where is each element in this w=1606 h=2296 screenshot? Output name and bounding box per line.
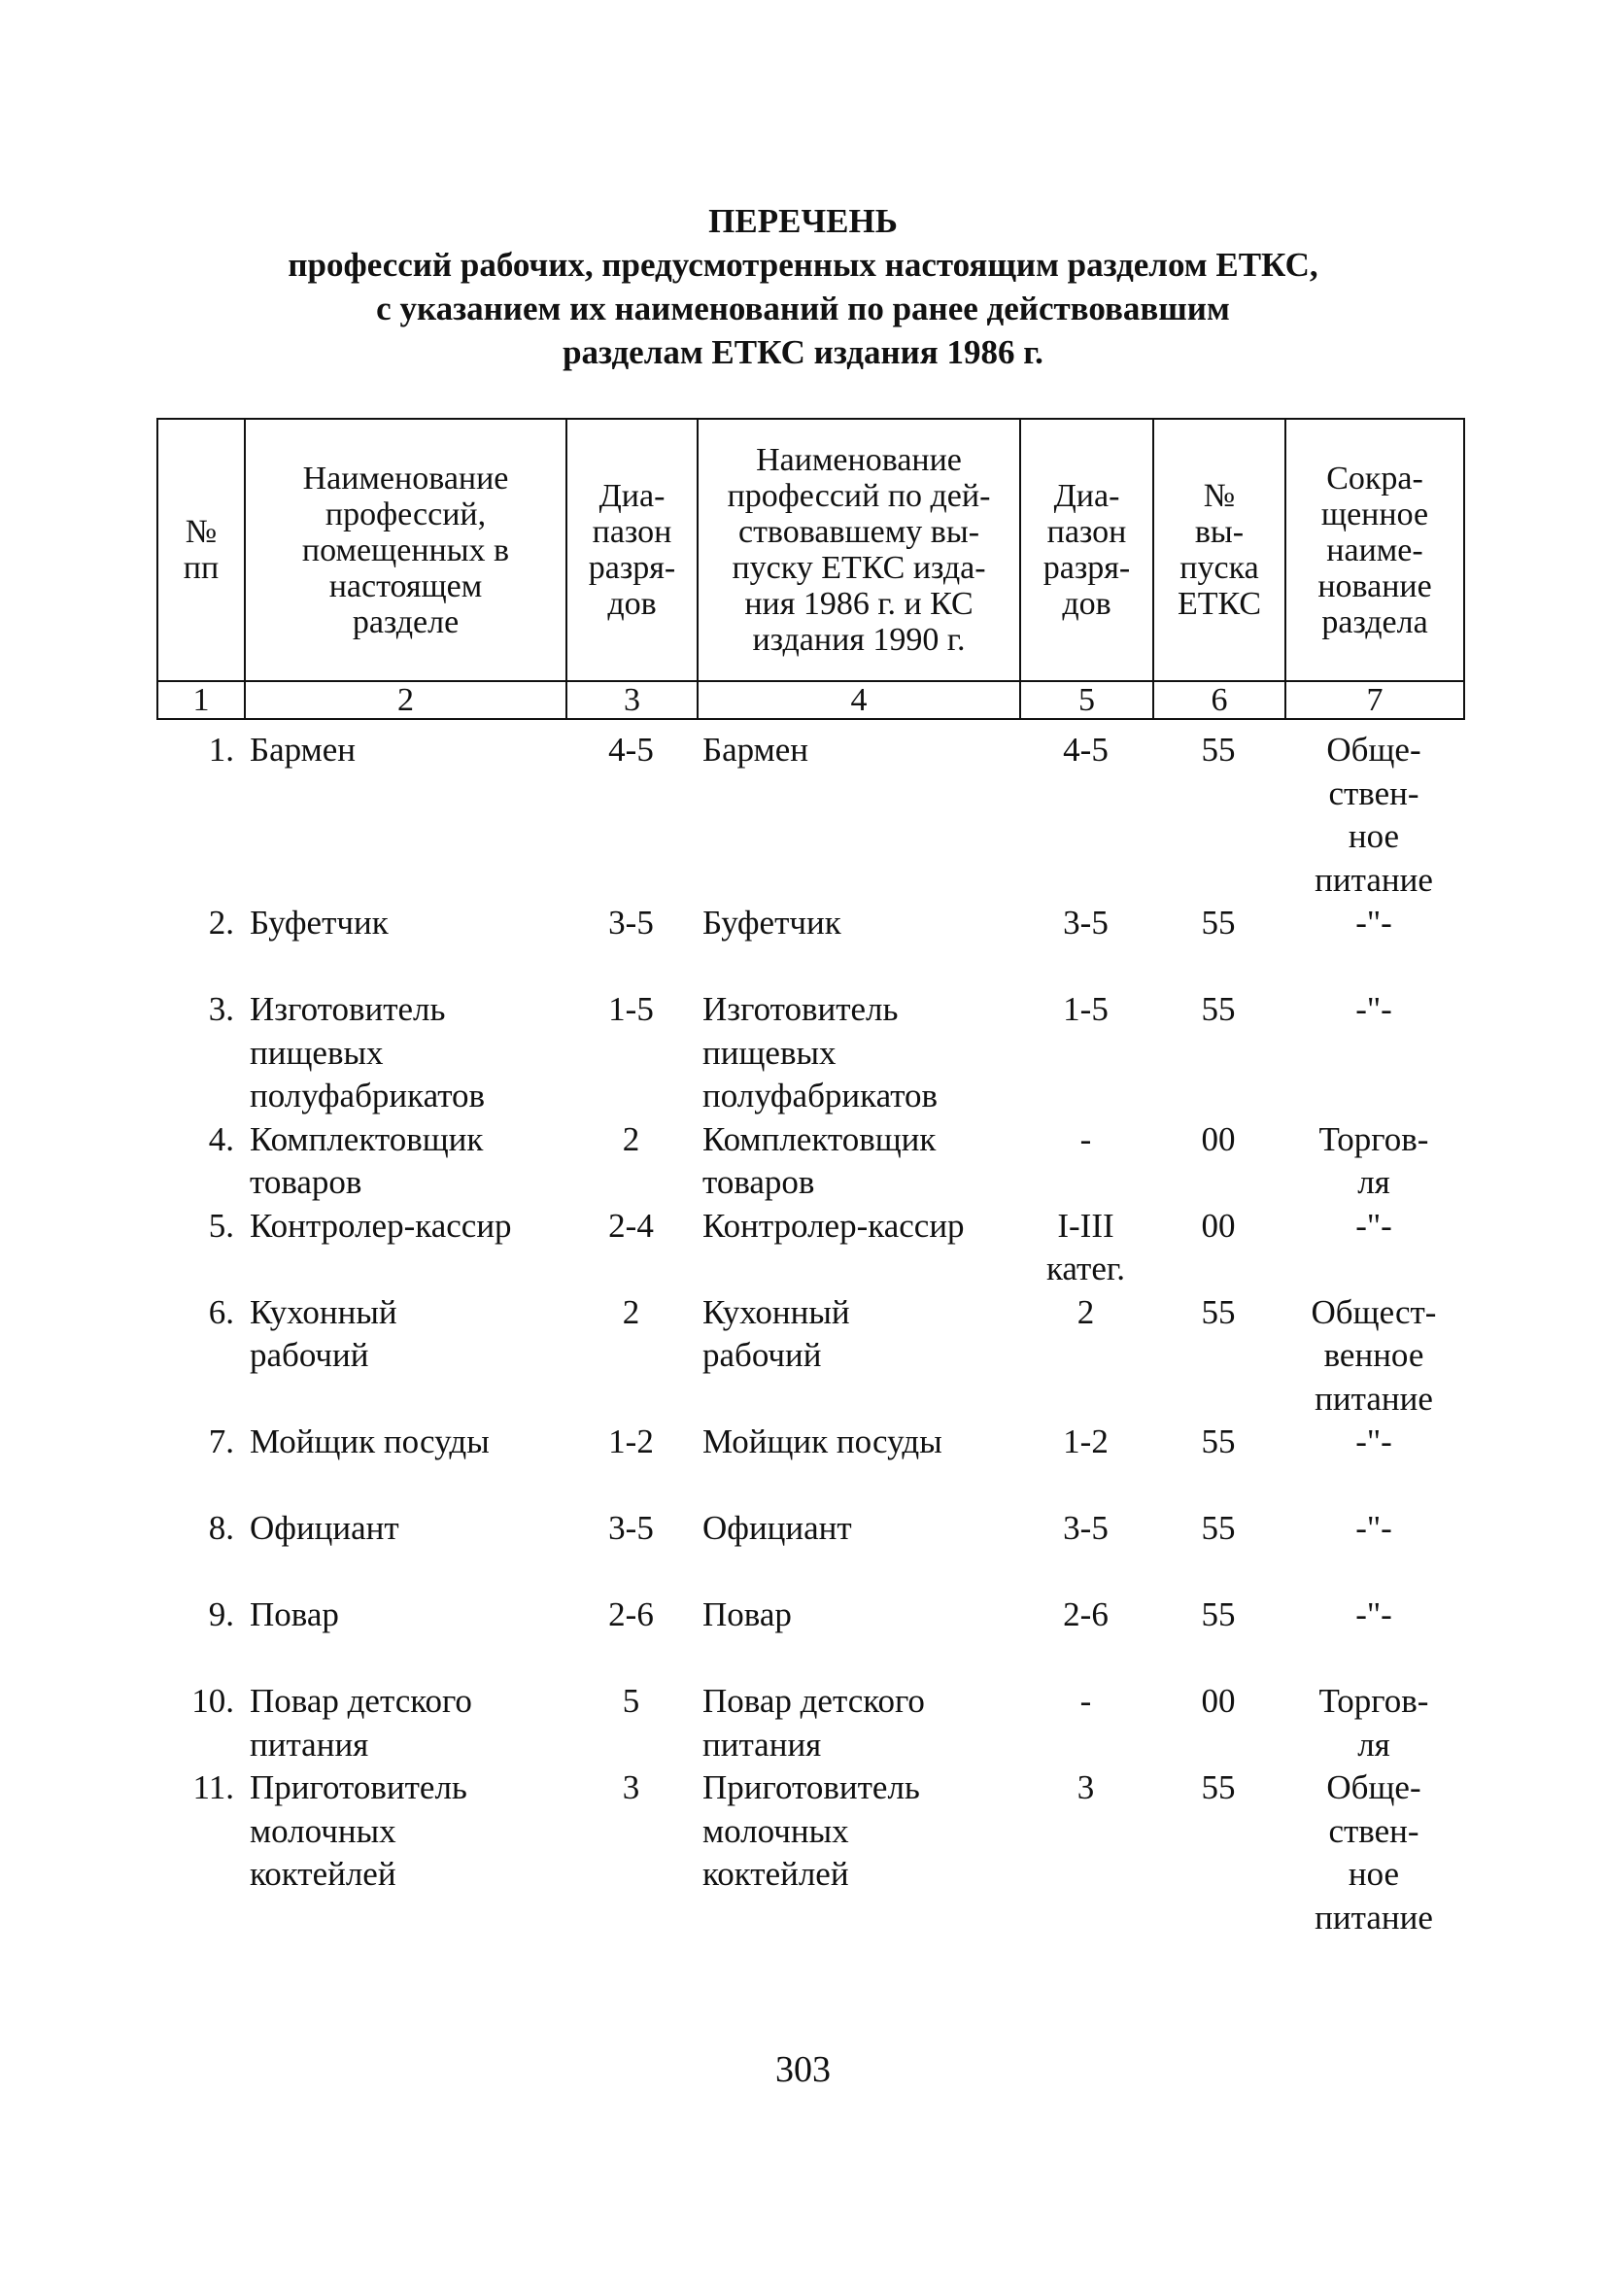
section-short-name: Обще- ствен- ное питание [1315,1768,1433,1936]
grade-range: 3 [622,1768,640,1806]
grade-range: 1-5 [608,990,654,1028]
old-profession-name: Повар [702,1595,792,1633]
old-profession-name: Повар детского питания [702,1682,925,1764]
row-number: 1. [208,731,234,769]
etks-issue-number: 55 [1201,731,1236,769]
row-number: 4. [208,1119,234,1158]
title-line-2: профессий рабочих, предусмотренных настоящим разделом ЕТКС, [288,246,1318,284]
etks-issue-number: 00 [1201,1119,1236,1158]
profession-name: Бармен [250,731,357,769]
etks-issue-number: 55 [1201,1595,1236,1633]
column-number: 6 [1153,681,1285,719]
old-grade-range: - [1079,1119,1092,1158]
grade-range: 3-5 [608,904,654,942]
title-line-1: ПЕРЕЧЕНЬ [708,202,898,240]
old-grade-range: - [1079,1682,1092,1720]
header-row [157,419,1464,681]
old-profession-name: Комплектовщик товаров [702,1119,937,1201]
column-number: 5 [1020,681,1153,719]
column-number: 7 [1285,681,1464,719]
old-grade-range: 3-5 [1063,904,1109,942]
table-row [156,1507,1463,1593]
row-number: 5. [208,1206,234,1245]
profession-name: Контролер-кассир [250,1206,512,1245]
column-number: 4 [698,681,1020,719]
row-number: 10. [191,1682,234,1720]
row-number: 6. [208,1292,234,1331]
section-short-name: Торгов- ля [1318,1119,1429,1201]
section-short-name: Торгов- ля [1318,1682,1429,1764]
section-short-name: -"- [1355,1595,1392,1633]
row-number: 3. [208,990,234,1028]
section-short-name: -"- [1355,990,1392,1028]
table-row [156,1593,1463,1680]
section-short-name: -"- [1355,1422,1392,1460]
profession-name: Изготовитель пищевых полуфабрикатов [250,990,486,1114]
table-row [156,1766,1463,1939]
profession-name: Буфетчик [250,904,389,942]
table-row [156,1118,1463,1205]
etks-issue-number: 55 [1201,1509,1236,1547]
profession-name: Приготовитель молочных коктейлей [250,1768,467,1893]
old-profession-name: Буфетчик [702,904,841,942]
section-short-name: Обще- ствен- ное питание [1315,731,1433,899]
old-grade-range: 2 [1076,1292,1095,1331]
table-body [156,729,1463,1939]
grade-range: 1-2 [608,1422,654,1460]
old-grade-range: 3 [1076,1768,1095,1806]
etks-issue-number: 55 [1201,1768,1236,1806]
old-profession-name: Изготовитель пищевых полуфабрикатов [702,990,939,1114]
old-profession-name: Контролер-кассир [702,1206,965,1245]
grade-range: 5 [622,1682,640,1720]
etks-issue-number: 00 [1201,1682,1236,1720]
old-grade-range: 2-6 [1063,1595,1109,1633]
header-cell: № вы- пуска ЕТКС [1153,419,1285,681]
old-grade-range: 1-5 [1063,990,1109,1028]
page-number: 303 [775,2049,831,2090]
grade-range: 2 [622,1292,640,1331]
etks-issue-number: 55 [1201,1422,1236,1460]
title-line-4: разделам ЕТКС издания 1986 г. [563,333,1043,371]
row-number: 8. [208,1509,234,1547]
old-grade-range: 1-2 [1063,1422,1109,1460]
table-row [156,1205,1463,1291]
old-grade-range: I-III катег. [1045,1206,1126,1287]
table-row [156,1680,1463,1766]
column-number: 2 [245,681,566,719]
profession-name: Комплектовщик товаров [250,1119,484,1201]
etks-issue-number: 00 [1201,1206,1236,1245]
title-line-3: с указанием их наименований по ранее действовавшим [376,290,1230,327]
old-profession-name: Мойщик посуды [702,1422,942,1460]
old-profession-name: Официант [702,1509,852,1547]
table-row [156,1291,1463,1422]
column-number: 1 [157,681,245,719]
row-number: 2. [208,904,234,942]
profession-name: Повар [250,1595,339,1633]
table-row [156,902,1463,988]
column-number-row [157,681,1464,719]
grade-range: 2 [622,1119,640,1158]
old-grade-range: 3-5 [1063,1509,1109,1547]
header-cell: Наименование профессий по дей- ствовавшему вы- пуску ЕТКС изда- ния 1986 г. и КС издания 1990 г. [698,419,1020,681]
table-header [156,418,1465,720]
header-cell: № пп [157,419,245,681]
section-short-name: -"- [1355,1206,1392,1245]
old-profession-name: Кухонный рабочий [702,1292,850,1374]
table-row [156,988,1463,1118]
row-number: 9. [208,1595,234,1633]
table-row [156,1421,1463,1507]
etks-issue-number: 55 [1201,990,1236,1028]
profession-name: Кухонный рабочий [250,1292,397,1374]
header-cell: Диа- пазон разря- дов [1020,419,1153,681]
grade-range: 4-5 [608,731,654,769]
grade-range: 2-6 [608,1595,654,1633]
document-title [0,199,1606,374]
old-profession-name: Бармен [702,731,809,769]
header-cell: Сокра- щенное наиме- нование раздела [1285,419,1464,681]
grade-range: 3-5 [608,1509,654,1547]
header-cell: Диа- пазон разря- дов [566,419,698,681]
section-short-name: -"- [1355,904,1392,942]
profession-name: Мойщик посуды [250,1422,490,1460]
row-number: 7. [208,1422,234,1460]
old-profession-name: Приготовитель молочных коктейлей [702,1768,920,1893]
profession-name: Официант [250,1509,399,1547]
column-number: 3 [566,681,698,719]
header-cell: Наименование профессий, помещенных в настоящем разделе [245,419,566,681]
table-row [156,729,1463,902]
grade-range: 2-4 [608,1206,654,1245]
row-number: 11. [192,1768,234,1806]
old-grade-range: 4-5 [1063,731,1109,769]
etks-issue-number: 55 [1201,904,1236,942]
section-short-name: -"- [1355,1509,1392,1547]
section-short-name: Общест- венное питание [1311,1292,1437,1418]
etks-issue-number: 55 [1201,1292,1236,1331]
profession-name: Повар детского питания [250,1682,472,1764]
